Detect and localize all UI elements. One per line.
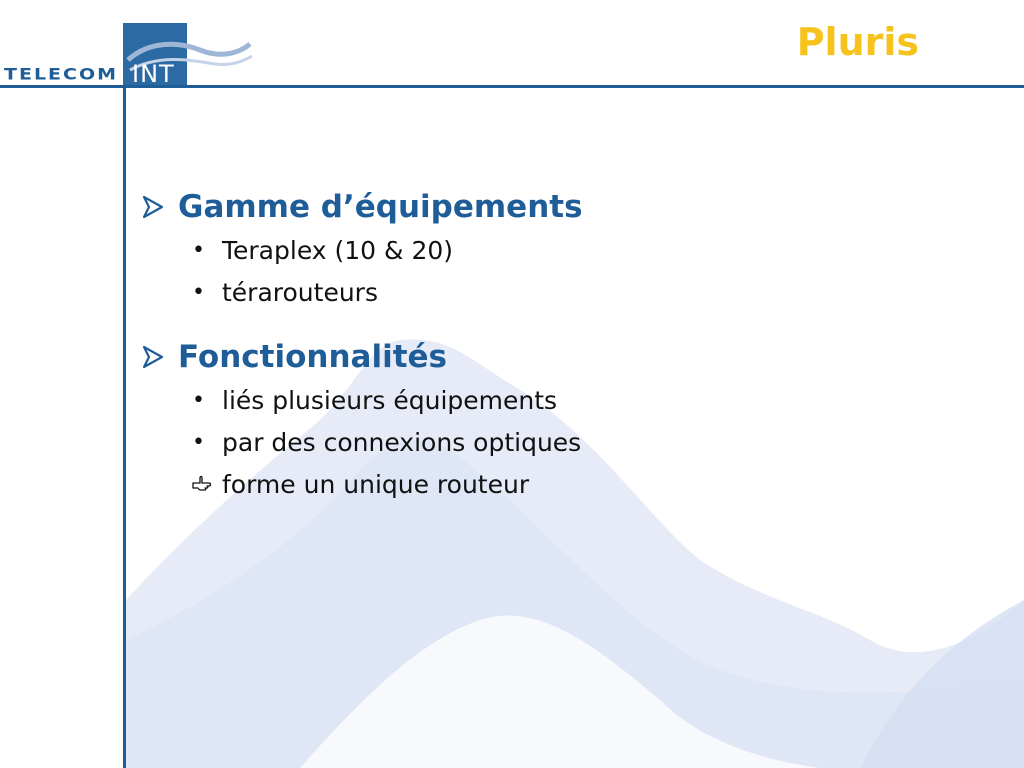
logo-int-text: INT	[132, 60, 175, 88]
bullet-icon: •	[192, 279, 205, 305]
section-heading	[140, 335, 980, 379]
section-heading-text: Gamme d’équipements	[178, 189, 583, 225]
section-heading	[140, 185, 980, 229]
list-item-text: liés plusieurs équipements	[222, 385, 558, 415]
list-item	[140, 463, 980, 505]
side-rule	[123, 85, 126, 768]
list-item	[140, 379, 980, 421]
arrow-bullet-icon	[140, 195, 166, 219]
pointing-hand-icon	[192, 474, 212, 494]
list-item-text: térarouteurs	[222, 277, 378, 307]
arrow-bullet-icon	[140, 345, 166, 369]
list-item-text: forme un unique routeur	[222, 469, 530, 499]
slide-title: Pluris	[796, 20, 919, 64]
section-features	[140, 335, 980, 505]
bullet-icon: •	[192, 387, 205, 413]
list-item	[140, 271, 980, 313]
list-item-text: par des connexions optiques	[222, 427, 582, 457]
bullet-icon: •	[192, 429, 205, 455]
section-equipment	[140, 185, 980, 313]
bullet-icon: •	[192, 237, 205, 263]
logo-telecom-text: TELECOM	[4, 65, 119, 84]
section-heading-text: Fonctionnalités	[178, 339, 448, 375]
slide-content	[140, 185, 980, 527]
list-item-text: Teraplex (10 & 20)	[222, 235, 454, 265]
telecom-int-logo	[0, 20, 260, 90]
list-item	[140, 229, 980, 271]
list-item	[140, 421, 980, 463]
